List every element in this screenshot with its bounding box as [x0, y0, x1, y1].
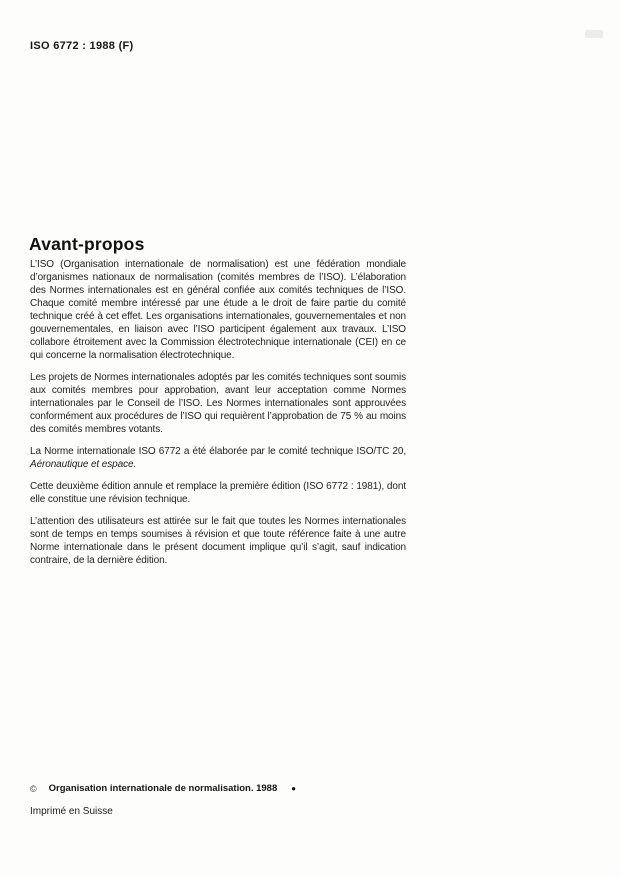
copyright-icon: ©	[30, 783, 37, 794]
copyright-line	[30, 783, 296, 794]
foreword-title: Avant-propos	[29, 234, 145, 254]
paragraph-technical-committee-text: La Norme internationale ISO 6772 a été élaborée par le comité technique ISO/TC 20,	[30, 446, 406, 457]
paragraph-revision-notice: L’attention des utilisateurs est attirée sur le fait que toutes les Normes internationales sont de temps en temps soumises à révision et que toute référence faite à une autre Norme internationale dans le présent document implique qu’il s’agit, sauf indication contraire, de la dernière édition.	[30, 516, 406, 566]
printed-in-note: Imprimé en Suisse	[30, 806, 113, 817]
paragraph-technical-committee	[30, 445, 406, 471]
paragraph-second-edition: Cette deuxième édition annule et remplace la première édition (ISO 6772 : 1981), dont elle constitue une révision technique.	[30, 481, 406, 505]
copyright-text: Organisation internationale de normalisation. 1988	[48, 783, 278, 794]
bullet-icon: ●	[291, 783, 297, 793]
scan-artifact-mark	[585, 30, 603, 38]
foreword-body	[30, 258, 406, 576]
document-reference: ISO 6772 : 1988 (F)	[30, 40, 134, 52]
paragraph-iso-federation: L’ISO (Organisation internationale de normalisation) est une fédération mondiale d’organismes nationaux de normalisation (comités membres de l’ISO). L’élaboration des Normes internationales est en général confiée aux comités techniques de l’ISO. Chaque comité membre intéressé par une étude a le droit de faire partie du comité technique créé à cet effet. Les organisations internationales, gouvernementales et non gouvernementales, en liaison avec l’ISO participent également aux travaux. L’ISO collabore étroitement avec la Commission électrotechnique internationale (CEI) en ce qui concerne la normalisation électrotechnique.	[30, 259, 406, 361]
committee-name-italic: Aéronautique et espace.	[30, 459, 137, 470]
paragraph-draft-approval: Les projets de Normes internationales adoptés par les comités techniques sont soumis aux comités membres pour approbation, avant leur acceptation comme Normes internationales par le Conseil de l’ISO. Les Normes internationales sont approuvées conformément aux procédures de l’ISO qui requièrent l’approbation de 75 % au moins des comités membres votants.	[30, 372, 406, 435]
